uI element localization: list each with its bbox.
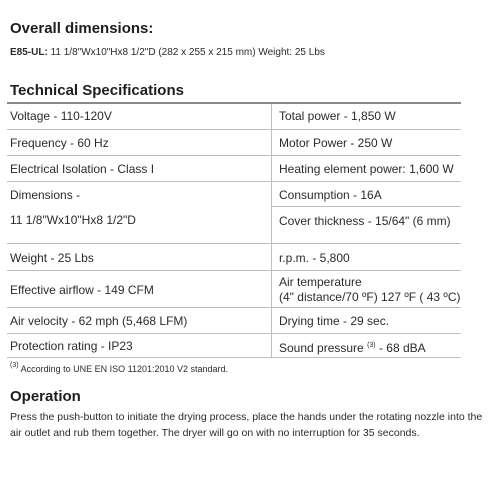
row-divider	[7, 129, 461, 130]
row-divider	[7, 243, 461, 244]
spec-dimensions-value: 11 1/8"Wx10"Hx8 1/2"D	[10, 213, 136, 227]
operation-text: Press the push-button to initiate the drying process, place the hands under the rotating nozzle into the air outlet and rub them together. The dryer will go on with no interruption for 35 seconds.	[10, 411, 483, 439]
table-top-rule	[7, 102, 461, 104]
spec-frequency: Frequency - 60 Hz	[10, 136, 109, 150]
spec-cover-thickness: Cover thickness - 15/64" (6 mm)	[279, 214, 451, 228]
spec-electrical-isolation: Electrical Isolation - Class I	[10, 162, 155, 176]
spec-heating-power: Heating element power: 1,600 W	[279, 162, 454, 176]
spec-effective-airflow: Effective airflow - 149 CFM	[10, 283, 154, 297]
row-divider	[7, 181, 461, 182]
spec-protection-rating: Protection rating - IP23	[10, 339, 133, 353]
spec-air-temperature-value: (4" distance/70 ºF) 127 ºF ( 43 ºC)	[279, 290, 461, 304]
row-divider	[7, 307, 461, 308]
column-divider	[271, 104, 272, 357]
footnote-marker: (3)	[10, 362, 19, 369]
technical-specifications-heading: Technical Specifications	[10, 82, 184, 99]
spec-sound-pressure	[279, 339, 426, 355]
row-divider	[7, 155, 461, 156]
spec-air-temperature-label: Air temperature	[279, 275, 362, 289]
spec-total-power: Total power - 1,850 W	[279, 109, 396, 123]
spec-voltage: Voltage - 110-120V	[10, 109, 112, 123]
footnote-text: According to UNE EN ISO 11201:2010 V2 standard.	[18, 364, 229, 374]
model-dimensions-line	[10, 47, 325, 58]
row-divider-right	[272, 206, 461, 207]
spec-rpm: r.p.m. - 5,800	[279, 251, 350, 265]
footnote	[10, 362, 228, 374]
row-divider	[7, 270, 461, 271]
spec-weight: Weight - 25 Lbs	[10, 251, 94, 265]
sound-pressure-label: Sound pressure	[279, 341, 364, 355]
spec-motor-power: Motor Power - 250 W	[279, 136, 393, 150]
row-divider	[7, 333, 461, 334]
operation-heading: Operation	[10, 388, 81, 405]
sound-pressure-footnote-marker: (3)	[367, 342, 376, 349]
spec-drying-time: Drying time - 29 sec.	[279, 314, 390, 328]
spec-air-velocity: Air velocity - 62 mph (5,468 LFM)	[10, 314, 188, 328]
sound-pressure-value: - 68 dBA	[375, 341, 426, 355]
table-bottom-rule	[7, 357, 461, 358]
spec-dimensions-label: Dimensions -	[10, 188, 81, 202]
spec-consumption: Consumption - 16A	[279, 188, 382, 202]
overall-dimensions-heading: Overall dimensions:	[10, 20, 154, 37]
model-details: 11 1/8"Wx10"Hx8 1/2"D (282 x 255 x 215 mm) Weight: 25 Lbs	[50, 47, 325, 58]
model-code: E85-UL:	[10, 47, 48, 58]
